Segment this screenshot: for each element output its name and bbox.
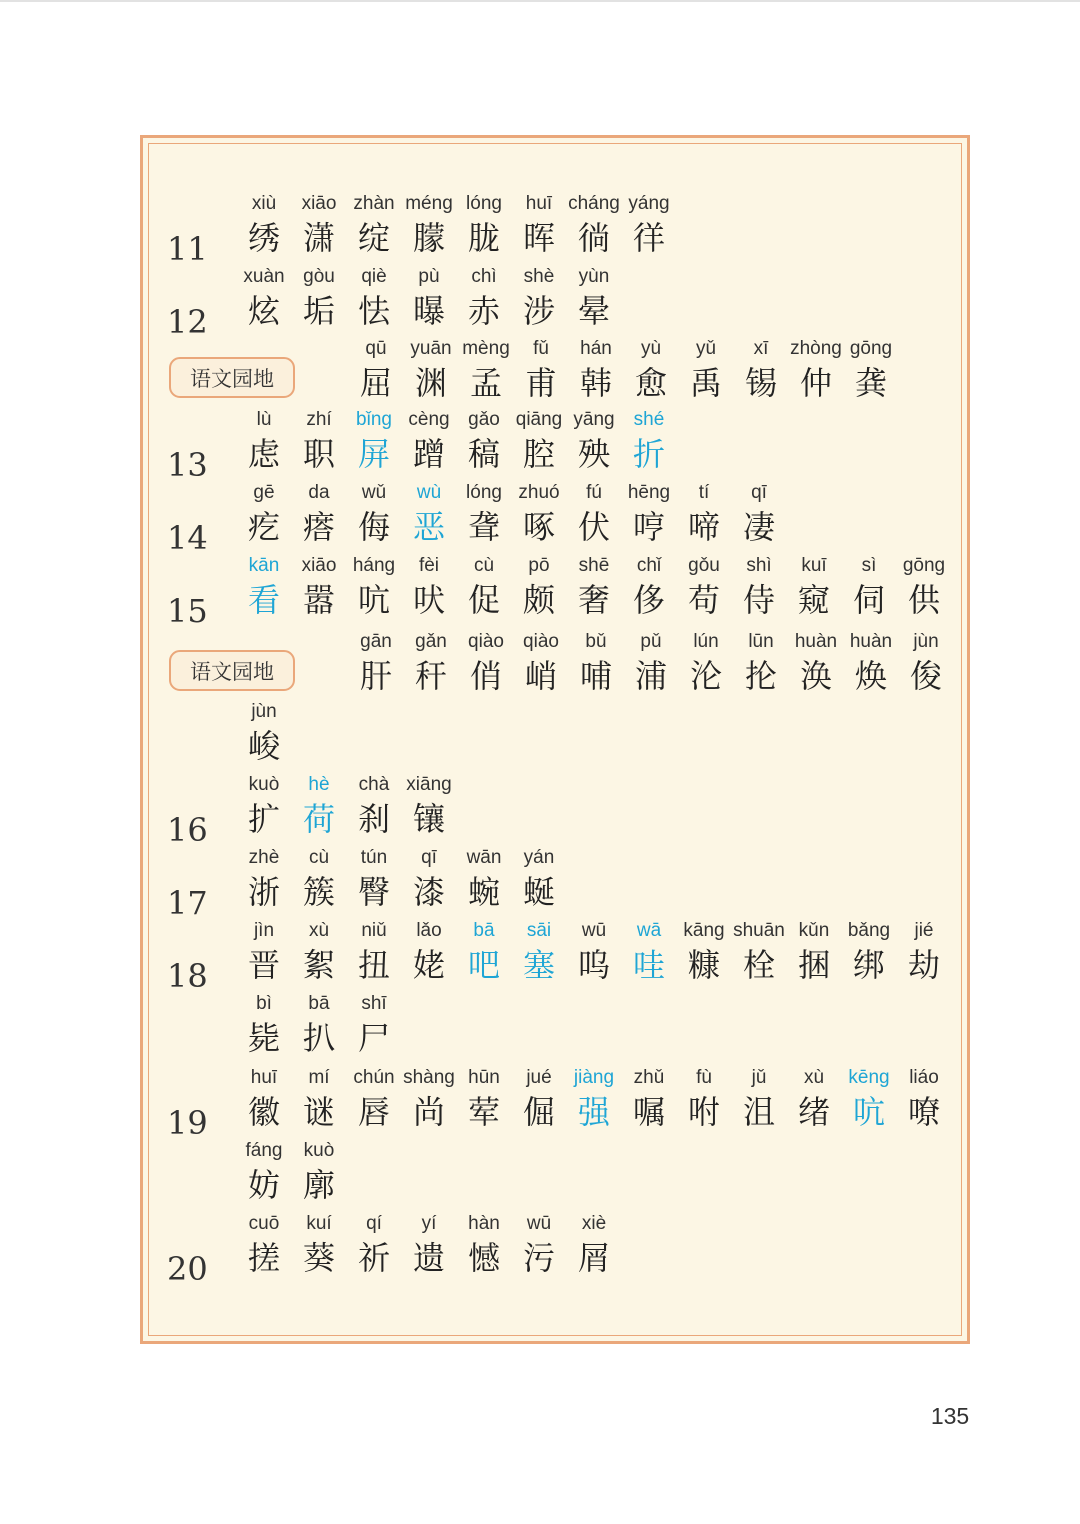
hanzi: 曝 <box>412 292 445 330</box>
pinyin: zhàn <box>353 193 395 214</box>
hanzi: 强 <box>577 1093 610 1131</box>
pinyin: jué <box>526 1067 552 1088</box>
pinyin: gōng <box>849 338 893 359</box>
character-table-panel <box>140 135 970 1344</box>
pinyin: hán <box>580 338 612 359</box>
pinyin: kǔn <box>798 920 830 941</box>
pinyin: zhè <box>248 847 280 868</box>
hanzi: 捆 <box>797 946 830 984</box>
pinyin: gē <box>253 482 275 503</box>
pinyin: wǔ <box>361 482 387 503</box>
pinyin: qí <box>366 1213 382 1234</box>
hanzi: 扩 <box>247 800 280 838</box>
hanzi: 殃 <box>577 435 610 473</box>
hanzi: 孟 <box>469 364 502 402</box>
hanzi: 徜 <box>577 219 610 257</box>
pinyin: xiāo <box>301 193 337 214</box>
pinyin: yán <box>523 847 555 868</box>
hanzi: 浦 <box>634 657 667 695</box>
pinyin: jùn <box>913 631 939 652</box>
lesson-number: 20 <box>167 1250 208 1288</box>
hanzi: 俏 <box>469 657 502 695</box>
hanzi: 刹 <box>357 800 390 838</box>
pinyin: wū <box>526 1213 552 1234</box>
hanzi: 镶 <box>412 800 445 838</box>
pinyin: kāng <box>683 920 725 941</box>
hanzi: 伺 <box>852 581 885 619</box>
pinyin: pù <box>418 266 440 287</box>
hanzi: 韩 <box>579 364 612 402</box>
pinyin: xī <box>753 338 769 359</box>
pinyin: fù <box>696 1067 712 1088</box>
pinyin: bā <box>308 993 330 1014</box>
pinyin: zhòng <box>790 338 842 359</box>
pinyin: yǔ <box>695 338 717 359</box>
pinyin: gān <box>360 631 392 652</box>
vocab-row <box>143 1137 967 1207</box>
pinyin: bì <box>256 993 272 1014</box>
hanzi: 哺 <box>579 657 612 695</box>
pinyin: qiè <box>361 266 387 287</box>
hanzi: 绽 <box>357 219 390 257</box>
char-cell <box>566 1210 622 1278</box>
char-cell <box>843 335 899 403</box>
pinyin: cháng <box>568 193 620 214</box>
hanzi: 葵 <box>302 1239 335 1277</box>
pinyin: gǎo <box>468 409 500 430</box>
pinyin: shàng <box>403 1067 455 1088</box>
hanzi: 绪 <box>797 1093 830 1131</box>
pinyin: gǎn <box>415 631 447 652</box>
pinyin: yuān <box>410 338 452 359</box>
hanzi: 浙 <box>247 873 280 911</box>
hanzi: 吧 <box>467 946 500 984</box>
hanzi: 禹 <box>689 364 722 402</box>
pinyin: gōng <box>902 555 946 576</box>
hanzi: 伏 <box>577 508 610 546</box>
pinyin: qiào <box>468 631 504 652</box>
pinyin: shì <box>746 555 772 576</box>
pinyin: gǒu <box>688 555 720 576</box>
hanzi: 侈 <box>632 581 665 619</box>
hanzi: 赤 <box>467 292 500 330</box>
pinyin: cù <box>473 555 495 576</box>
hanzi: 尚 <box>412 1093 445 1131</box>
pinyin: lù <box>256 409 272 430</box>
hanzi: 憾 <box>467 1239 500 1277</box>
pinyin: zhí <box>306 409 332 430</box>
pinyin: xiāo <box>301 555 337 576</box>
hanzi: 廓 <box>302 1166 335 1204</box>
hanzi: 职 <box>302 435 335 473</box>
pinyin: jùn <box>251 701 277 722</box>
hanzi: 看 <box>247 581 280 619</box>
hanzi: 臀 <box>357 873 390 911</box>
hanzi: 尸 <box>357 1019 390 1057</box>
hanzi: 秆 <box>414 657 447 695</box>
pinyin: mí <box>308 1067 330 1088</box>
yuwen-yuandi-badge: 语文园地 <box>169 650 295 691</box>
hanzi: 吭 <box>357 581 390 619</box>
hanzi: 啄 <box>522 508 555 546</box>
pinyin: yùn <box>578 266 610 287</box>
hanzi: 凄 <box>742 508 775 546</box>
hanzi: 颇 <box>522 581 555 619</box>
vocab-row <box>143 263 967 341</box>
pinyin: zhǔ <box>633 1067 665 1088</box>
pinyin: fǔ <box>533 338 549 359</box>
hanzi: 倔 <box>522 1093 555 1131</box>
hanzi: 毙 <box>247 1019 280 1057</box>
hanzi: 朦 <box>412 219 445 257</box>
pinyin: pō <box>528 555 550 576</box>
yuwen-yuandi-badge: 语文园地 <box>169 357 295 398</box>
char-cell <box>346 990 402 1058</box>
hanzi: 虑 <box>247 435 280 473</box>
pinyin: xuàn <box>243 266 285 287</box>
char-cell <box>896 917 952 985</box>
hanzi: 簇 <box>302 873 335 911</box>
char-cell <box>896 1064 952 1132</box>
hanzi: 奢 <box>577 581 610 619</box>
pinyin: qiāng <box>515 409 563 430</box>
vocab-row <box>143 335 967 405</box>
vocab-row <box>143 552 967 630</box>
pinyin: bā <box>473 920 495 941</box>
pinyin: bǎng <box>847 920 891 941</box>
hanzi: 疙 <box>247 508 280 546</box>
lesson-number: 11 <box>167 230 208 268</box>
hanzi: 扒 <box>302 1019 335 1057</box>
hanzi: 恶 <box>412 508 445 546</box>
hanzi: 蹭 <box>412 435 445 473</box>
char-cell <box>731 479 787 547</box>
pinyin: cèng <box>408 409 450 430</box>
hanzi: 搓 <box>247 1239 280 1277</box>
pinyin: háng <box>352 555 396 576</box>
hanzi: 沮 <box>742 1093 775 1131</box>
pinyin: wù <box>416 482 442 503</box>
hanzi: 供 <box>907 581 940 619</box>
pinyin: lūn <box>748 631 774 652</box>
pinyin: kuī <box>801 555 827 576</box>
pinyin: xù <box>308 920 330 941</box>
pinyin: bǔ <box>585 631 607 652</box>
hanzi: 嚣 <box>302 581 335 619</box>
pinyin: liáo <box>909 1067 939 1088</box>
pinyin: hēng <box>627 482 671 503</box>
pinyin: xiè <box>581 1213 607 1234</box>
hanzi: 蜒 <box>522 873 555 911</box>
pinyin: shé <box>633 409 665 430</box>
pinyin: lún <box>693 631 719 652</box>
hanzi: 姥 <box>412 946 445 984</box>
char-cell <box>621 190 677 258</box>
hanzi: 吭 <box>852 1093 885 1131</box>
hanzi: 潇 <box>302 219 335 257</box>
vocab-row <box>143 844 967 922</box>
pinyin: méng <box>405 193 453 214</box>
vocab-row <box>143 917 967 995</box>
hanzi: 塞 <box>522 946 555 984</box>
hanzi: 荤 <box>467 1093 500 1131</box>
vocab-row <box>143 771 967 849</box>
hanzi: 谜 <box>302 1093 335 1131</box>
char-cell <box>236 698 292 766</box>
hanzi: 漆 <box>412 873 445 911</box>
lesson-number: 15 <box>167 592 208 630</box>
pinyin: pǔ <box>640 631 662 652</box>
pinyin: huàn <box>794 631 838 652</box>
hanzi: 哼 <box>632 508 665 546</box>
hanzi: 嘹 <box>907 1093 940 1131</box>
pinyin: da <box>308 482 330 503</box>
hanzi: 窥 <box>797 581 830 619</box>
pinyin: shē <box>578 555 610 576</box>
pinyin: wān <box>466 847 502 868</box>
hanzi: 沦 <box>689 657 722 695</box>
lesson-number: 16 <box>167 811 208 849</box>
hanzi: 絮 <box>302 946 335 984</box>
pinyin: jié <box>914 920 934 941</box>
hanzi: 屑 <box>577 1239 610 1277</box>
char-cell <box>511 844 567 912</box>
pinyin: fèi <box>418 555 440 576</box>
hanzi: 哇 <box>632 946 665 984</box>
vocab-row <box>143 406 967 484</box>
pinyin: bǐng <box>356 409 392 430</box>
pinyin: huàn <box>849 631 893 652</box>
hanzi: 栓 <box>742 946 775 984</box>
hanzi: 肝 <box>359 657 392 695</box>
hanzi: 啼 <box>687 508 720 546</box>
pinyin: cù <box>308 847 330 868</box>
lesson-number: 19 <box>167 1104 208 1142</box>
hanzi: 祈 <box>357 1239 390 1277</box>
pinyin: mèng <box>462 338 510 359</box>
lesson-number: 18 <box>167 957 208 995</box>
pinyin: xiù <box>251 193 277 214</box>
pinyin: kān <box>248 555 280 576</box>
hanzi: 渊 <box>414 364 447 402</box>
vocab-row <box>143 990 967 1060</box>
hanzi: 瘩 <box>302 508 335 546</box>
hanzi: 咐 <box>687 1093 720 1131</box>
hanzi: 腔 <box>522 435 555 473</box>
hanzi: 绑 <box>852 946 885 984</box>
pinyin: shuān <box>733 920 785 941</box>
pinyin: sì <box>861 555 877 576</box>
hanzi: 唇 <box>357 1093 390 1131</box>
pinyin: xù <box>803 1067 825 1088</box>
pinyin: fáng <box>245 1140 283 1161</box>
pinyin: huī <box>250 1067 278 1088</box>
pinyin: chì <box>471 266 497 287</box>
hanzi: 稿 <box>467 435 500 473</box>
hanzi: 徉 <box>632 219 665 257</box>
pinyin: tí <box>698 482 710 503</box>
hanzi: 蜿 <box>467 873 500 911</box>
pinyin: chà <box>358 774 390 795</box>
pinyin: qī <box>751 482 767 503</box>
pinyin: wū <box>581 920 607 941</box>
pinyin: xiāng <box>406 774 452 795</box>
pinyin: kuò <box>303 1140 335 1161</box>
pinyin: hè <box>308 774 330 795</box>
hanzi: 聋 <box>467 508 500 546</box>
hanzi: 绣 <box>247 219 280 257</box>
pinyin: sāi <box>526 920 552 941</box>
hanzi: 涉 <box>522 292 555 330</box>
pinyin: fú <box>586 482 602 503</box>
hanzi: 垢 <box>302 292 335 330</box>
pinyin: yáng <box>628 193 670 214</box>
hanzi: 屏 <box>357 435 390 473</box>
pinyin: qī <box>421 847 437 868</box>
vocab-row <box>143 698 967 768</box>
pinyin: kuí <box>306 1213 332 1234</box>
hanzi: 劫 <box>907 946 940 984</box>
vocab-row <box>143 1210 967 1288</box>
hanzi: 抡 <box>744 657 777 695</box>
hanzi: 胧 <box>467 219 500 257</box>
hanzi: 呜 <box>577 946 610 984</box>
lesson-number: 14 <box>167 519 208 557</box>
pinyin: jiàng <box>573 1067 615 1088</box>
hanzi: 峭 <box>524 657 557 695</box>
hanzi: 龚 <box>854 364 887 402</box>
lesson-number: 17 <box>167 884 208 922</box>
vocab-row <box>143 1064 967 1142</box>
hanzi: 荷 <box>302 800 335 838</box>
hanzi: 甫 <box>524 364 557 402</box>
page-number: 135 <box>930 1403 970 1429</box>
pinyin: tún <box>360 847 388 868</box>
char-cell <box>898 628 954 696</box>
pinyin: cuō <box>248 1213 280 1234</box>
pinyin: huī <box>525 193 553 214</box>
lesson-number: 13 <box>167 446 208 484</box>
pinyin: shè <box>523 266 555 287</box>
hanzi: 炫 <box>247 292 280 330</box>
hanzi: 吠 <box>412 581 445 619</box>
pinyin: hūn <box>468 1067 500 1088</box>
vocab-row <box>143 479 967 557</box>
hanzi: 苟 <box>687 581 720 619</box>
hanzi: 峻 <box>247 727 280 765</box>
hanzi: 屈 <box>359 364 392 402</box>
hanzi: 仲 <box>799 364 832 402</box>
hanzi: 俊 <box>909 657 942 695</box>
hanzi: 妨 <box>247 1166 280 1204</box>
pinyin: jìn <box>253 920 275 941</box>
char-cell <box>401 771 457 839</box>
pinyin: qiào <box>523 631 559 652</box>
hanzi: 折 <box>632 435 665 473</box>
hanzi: 涣 <box>799 657 832 695</box>
hanzi: 遗 <box>412 1239 445 1277</box>
pinyin: yí <box>421 1213 437 1234</box>
pinyin: qū <box>365 338 387 359</box>
pinyin: zhuó <box>518 482 560 503</box>
pinyin: kēng <box>848 1067 890 1088</box>
hanzi: 嘱 <box>632 1093 665 1131</box>
pinyin: yāng <box>573 409 615 430</box>
hanzi: 晕 <box>577 292 610 330</box>
vocab-row <box>143 190 967 268</box>
pinyin: chún <box>353 1067 395 1088</box>
hanzi: 晋 <box>247 946 280 984</box>
pinyin: hàn <box>468 1213 500 1234</box>
hanzi: 晖 <box>522 219 555 257</box>
pinyin: kuò <box>248 774 280 795</box>
vocab-row <box>143 628 967 698</box>
pinyin: jǔ <box>751 1067 767 1088</box>
hanzi: 焕 <box>854 657 887 695</box>
char-cell <box>566 263 622 331</box>
char-cell <box>896 552 952 620</box>
pinyin: gòu <box>303 266 335 287</box>
pinyin: lǎo <box>416 920 442 941</box>
polyphone-char-cell <box>621 406 677 474</box>
hanzi: 扭 <box>357 946 390 984</box>
hanzi: 锡 <box>744 364 777 402</box>
pinyin: wā <box>636 920 662 941</box>
pinyin: lóng <box>466 482 502 503</box>
hanzi: 促 <box>467 581 500 619</box>
pinyin: yù <box>640 338 662 359</box>
lesson-number: 12 <box>167 303 208 341</box>
pinyin: niǔ <box>361 920 387 941</box>
hanzi: 怯 <box>357 292 390 330</box>
pinyin: lóng <box>466 193 502 214</box>
page-top-edge <box>0 0 1080 2</box>
char-cell <box>291 1137 347 1205</box>
hanzi: 侮 <box>357 508 390 546</box>
hanzi: 徽 <box>247 1093 280 1131</box>
hanzi: 糠 <box>687 946 720 984</box>
pinyin: chǐ <box>636 555 662 576</box>
hanzi: 愈 <box>634 364 667 402</box>
hanzi: 侍 <box>742 581 775 619</box>
hanzi: 污 <box>522 1239 555 1277</box>
pinyin: shī <box>361 993 387 1014</box>
